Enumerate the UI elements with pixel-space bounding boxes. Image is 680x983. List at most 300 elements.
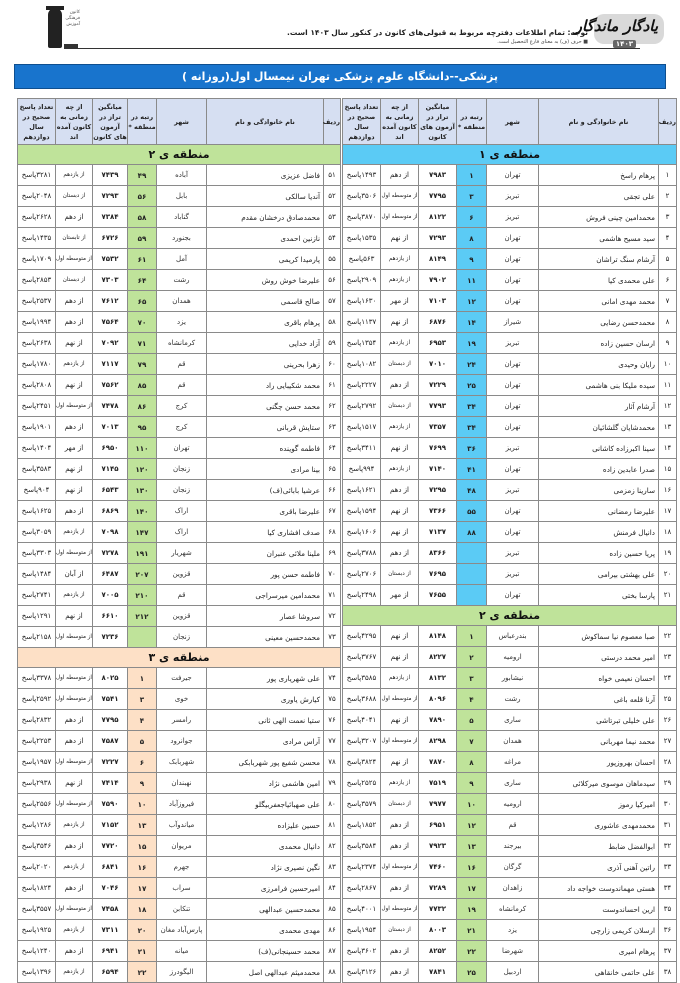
table-row [18,333,341,354]
row-index: ۷۳ [324,627,341,648]
row-index: ۵۲ [324,186,341,207]
correct-answers: ۱۴۹۳پاسخ [343,165,381,186]
correct-answers: ۳۲۸۱پاسخ [18,165,56,186]
logo-year-badge: ۱۴۰۳ [613,40,636,48]
table-row [18,438,341,459]
table-row [343,899,677,920]
average-score: ۷۵۳۲ [93,249,128,270]
table-row [343,501,677,522]
table-row [343,333,677,354]
regional-rank: ۴ [128,710,157,731]
regional-rank [457,564,487,585]
average-score: ۷۰۱۰ [419,354,457,375]
correct-answers: ۱۶۲۵پاسخ [18,501,56,522]
row-index: ۵۱ [324,165,341,186]
row-index: ۲ [659,186,677,207]
row-index: ۵۷ [324,291,341,312]
average-score: ۷۴۳۹ [93,165,128,186]
student-name: علی محمدی کیا [539,270,659,291]
regional-rank: ۲۵ [457,962,487,983]
table-row [18,396,341,417]
regional-rank: ۸۶ [128,396,157,417]
city: گرگان [487,857,539,878]
city: تنکابن [157,899,207,920]
row-index: ۶۸ [324,522,341,543]
joined-since: از نهم [56,773,93,794]
joined-since: از متوسطه اول [381,899,419,920]
regional-rank: ۱۱ [457,270,487,291]
regional-rank: ۵ [457,710,487,731]
row-index: ۳۳ [659,857,677,878]
student-name: محمدشایان گلشائیان [539,417,659,438]
joined-since: از دبستان [56,270,93,291]
joined-since: از دبستان [381,354,419,375]
joined-since: از متوسطه اول [56,543,93,564]
row-index: ۷۷ [324,731,341,752]
average-score: ۷۲۲۷ [93,752,128,773]
row-index: ۵ [659,249,677,270]
regional-rank: ۷۹ [128,354,157,375]
correct-answers: ۳۰۵۹پاسخ [18,522,56,543]
correct-answers: ۳۸۲۴پاسخ [343,752,381,773]
row-index: ۱ [659,165,677,186]
joined-since: از متوسطه اول [56,627,93,648]
regional-rank: ۲۲ [128,962,157,983]
joined-since: از دهم [381,962,419,983]
regional-rank: ۵۸ [128,207,157,228]
correct-answers: ۱۴۸۴پاسخ [18,564,56,585]
joined-since: از نهم [381,312,419,333]
table-row [343,920,677,941]
row-index: ۳۰ [659,794,677,815]
region-header-row [18,648,341,668]
average-score: ۷۸۹۰ [419,710,457,731]
table-row [343,375,677,396]
joined-since: از نهم [56,333,93,354]
city: کرمانشاه [487,899,539,920]
row-index: ۱۵ [659,459,677,480]
correct-answers: ۱۳۵۴پاسخ [343,333,381,354]
row-index: ۲۵ [659,689,677,710]
average-score: ۷۶۹۵ [419,564,457,585]
joined-since: از یازدهم [381,417,419,438]
regional-rank: ۸ [457,228,487,249]
table-row [343,710,677,731]
table-row [18,312,341,333]
row-index: ۷۵ [324,689,341,710]
correct-answers: ۳۳۷۸پاسخ [18,668,56,689]
joined-since: از مهر [56,438,93,459]
table-row [343,564,677,585]
city: تهران [487,501,539,522]
correct-answers: ۱۰۸۲پاسخ [343,354,381,375]
student-name: علی شهریاری پور [207,668,324,689]
average-score: ۷۵۴۱ [93,689,128,710]
regional-rank: ۴۱ [457,459,487,480]
joined-since: از نهم [381,752,419,773]
row-index: ۶۲ [324,396,341,417]
table-row [343,836,677,857]
student-name: مهدی محمدی [207,920,324,941]
city: اراک [157,522,207,543]
correct-answers: ۱۶۳۰پاسخ [343,291,381,312]
regional-rank: ۳ [457,186,487,207]
student-name: علیرضا باقری [207,501,324,522]
regional-rank: ۱۲۰ [128,459,157,480]
joined-since: از دبستان [381,564,419,585]
student-name: محمدصادق درخشان مقدم [207,207,324,228]
joined-since: از نهم [381,710,419,731]
average-score: ۷۲۹۳ [93,186,128,207]
row-index: ۱۶ [659,480,677,501]
row-index: ۸۸ [324,962,341,983]
average-score: ۷۲۸۹ [419,878,457,899]
table-row [343,354,677,375]
col-name-header: نام خانوادگی و نام [207,99,324,145]
city: تهران [487,396,539,417]
regional-rank: ۱ [457,626,487,647]
correct-answers: ۱۷۸۰پاسخ [18,354,56,375]
city: ارومیه [487,647,539,668]
correct-answers: ۳۱۲۶پاسخ [343,962,381,983]
col-since-header: از چه زمانی به کانون آمده اند [381,99,419,145]
table-row [18,962,341,983]
city: تبریز [487,480,539,501]
city: سراب [157,878,207,899]
table-row [18,836,341,857]
correct-answers: ۲۶۳۸پاسخ [18,333,56,354]
table-row [18,606,341,627]
correct-answers: ۳۵۴۶پاسخ [18,836,56,857]
col-rank-header: رتبه در منطقه * [457,99,487,145]
student-name: احسان بهروزپور [539,752,659,773]
graduate-figure-icon [48,8,62,48]
average-score: ۷۹۲۳ [419,836,457,857]
regional-rank: ۸۸ [457,522,487,543]
regional-rank: ۲۱ [128,941,157,962]
average-score: ۷۷۹۳ [419,396,457,417]
average-score: ۷۰۹۲ [93,333,128,354]
joined-since: از دهم [381,941,419,962]
table-row [18,354,341,375]
student-name: کیارش یاوری [207,689,324,710]
correct-answers: ۳۵۰۶پاسخ [343,186,381,207]
row-index: ۶۰ [324,354,341,375]
regional-rank: ۱۳ [128,815,157,836]
regional-rank: ۴ [457,689,487,710]
average-score: ۷۸۴۱ [419,962,457,983]
regional-rank: ۱۱۰ [128,438,157,459]
regional-rank: ۷ [457,731,487,752]
city: قم [157,354,207,375]
joined-since: از متوسطه اول [56,249,93,270]
correct-answers: ۱۶۰۶پاسخ [343,522,381,543]
regional-rank: ۲۱۲ [128,606,157,627]
table-row [343,585,677,606]
row-index: ۳۶ [659,920,677,941]
row-index: ۵۵ [324,249,341,270]
city: شهرضا [487,941,539,962]
table-row [343,291,677,312]
table-row [18,291,341,312]
regional-rank: ۶ [128,752,157,773]
correct-answers: ۲۸۰۸پاسخ [18,375,56,396]
table-row [343,752,677,773]
joined-since: از متوسطه اول [56,668,93,689]
row-index: ۱۳ [659,417,677,438]
city: تهران [487,375,539,396]
student-name: صبا معصوم نیا سماکوش [539,626,659,647]
city: قزوین [157,606,207,627]
regional-rank: ۲ [457,647,487,668]
regional-rank: ۱۷ [457,878,487,899]
notice-sub-text: ■ حرف (ف) به معنای فارغ التحصیل است. [497,39,588,45]
row-index: ۶۶ [324,480,341,501]
row-index: ۵۸ [324,312,341,333]
city: رشت [157,270,207,291]
student-name: سروشا عصار [207,606,324,627]
correct-answers: ۳۵۸۳پاسخ [18,459,56,480]
average-score: ۷۲۹۳ [419,228,457,249]
average-score: ۷۳۵۷ [419,417,457,438]
region-header-row [343,606,677,626]
city: بابل [157,186,207,207]
regional-rank: ۱۹ [457,333,487,354]
student-name: پرهام راسخ [539,165,659,186]
average-score: ۷۵۹۰ [93,794,128,815]
student-name: سید مسیح هاشمی [539,228,659,249]
regional-rank: ۱۲ [457,291,487,312]
logo-brand-text: یادگار ماندگار [574,17,658,35]
regional-rank: ۱۰ [457,794,487,815]
student-name: محمد مهدی امانی [539,291,659,312]
joined-since: از متوسطه اول [381,689,419,710]
row-index: ۷۶ [324,710,341,731]
average-score: ۸۱۴۸ [419,626,457,647]
average-score: ۶۸۴۱ [93,857,128,878]
correct-answers: ۲۵۳۷پاسخ [18,291,56,312]
joined-since: از دبستان [56,186,93,207]
row-index: ۱۱ [659,375,677,396]
correct-answers: ۲۷۴۱پاسخ [18,585,56,606]
table-row [18,585,341,606]
joined-since: از دهم [56,878,93,899]
city: تبریز [487,438,539,459]
average-score: ۷۱۴۰ [419,459,457,480]
student-name: ستیا نعمت الهی ثانی [207,710,324,731]
table-row [18,186,341,207]
regional-rank: ۱۹۱ [128,543,157,564]
student-name: آرشام آثار [539,396,659,417]
average-score: ۷۳۱۱ [93,920,128,941]
average-score: ۶۴۸۷ [93,564,128,585]
regional-rank: ۷۱ [128,333,157,354]
joined-since: از نهم [56,375,93,396]
table-row [343,312,677,333]
row-index: ۶۳ [324,417,341,438]
joined-since: از متوسطه اول [56,899,93,920]
col-score-header: میانگین تراز در آزمون های کانون [419,99,457,145]
average-score: ۷۱۵۲ [93,815,128,836]
logo-band [64,44,78,49]
row-index: ۸۲ [324,836,341,857]
city: ساری [487,773,539,794]
student-name: علی تجقی [539,186,659,207]
city: تبریز [487,333,539,354]
page-title: پزشکی--دانشگاه علوم پزشکی تهران نیمسال اول(روزانه ) [14,64,666,89]
table-row [343,459,677,480]
correct-answers: ۲۲۲۷پاسخ [343,375,381,396]
average-score: ۸۲۹۸ [419,731,457,752]
table-row [18,899,341,920]
city: تهران [487,165,539,186]
average-score: ۷۹۸۳ [419,165,457,186]
correct-answers: ۲۸۳۲پاسخ [18,710,56,731]
average-score: ۶۹۴۱ [93,941,128,962]
regional-rank: ۴۹ [128,165,157,186]
correct-answers: ۴۰۰۱پاسخ [343,899,381,920]
regional-rank: ۲۴ [457,354,487,375]
average-score: ۷۹۰۲ [419,270,457,291]
table-row [18,459,341,480]
average-score: ۷۱۰۳ [419,291,457,312]
table-row [343,396,677,417]
correct-answers: ۳۵۵۷پاسخ [18,899,56,920]
student-name: امیر محمد درستی [539,647,659,668]
city: زاهدان [487,878,539,899]
student-name: نازنین احمدی [207,228,324,249]
correct-answers: ۱۲۸۶پاسخ [18,815,56,836]
row-index: ۶۷ [324,501,341,522]
city: الیگودرز [157,962,207,983]
regional-rank: ۹ [128,773,157,794]
student-name: رایان وحیدی [539,354,659,375]
correct-answers: ۵۶۳پاسخ [343,249,381,270]
average-score: ۶۶۱۰ [93,606,128,627]
average-score: ۶۸۶۹ [93,501,128,522]
average-score: ۷۹۷۷ [419,794,457,815]
correct-answers: ۲۸۵۳پاسخ [18,270,56,291]
joined-since: از نهم [381,501,419,522]
average-score: ۷۳۶۶ [419,501,457,522]
row-index: ۶۱ [324,375,341,396]
student-name: صدف افشاری کیا [207,522,324,543]
city: ارومیه [487,794,539,815]
average-score: ۷۱۴۵ [93,459,128,480]
correct-answers: ۱۹۵۴پاسخ [343,920,381,941]
table-row [343,962,677,983]
regional-rank: ۱۴۷ [128,522,157,543]
student-name: پریا حسین زاده [539,543,659,564]
table-row [18,794,341,815]
city: شیراز [487,312,539,333]
region-header-row [18,145,341,165]
row-index: ۱۷ [659,501,677,522]
joined-since: از یازدهم [56,165,93,186]
joined-since: از یازدهم [381,773,419,794]
row-index: ۲۴ [659,668,677,689]
joined-since: از یازدهم [56,857,93,878]
row-index: ۸۴ [324,878,341,899]
row-index: ۷۴ [324,668,341,689]
table-row [343,480,677,501]
average-score: ۸۳۶۶ [419,543,457,564]
kanoon-logo-text: کانون فرهنگی آموزش [65,10,80,27]
notice-main-text: توجه: تمام اطلاعات دفترچه مربوط به قبولی‌های کانون در کنکور سال ۱۴۰۳ است. [287,28,588,37]
table-row [343,815,677,836]
correct-answers: ۹۹۴پاسخ [343,459,381,480]
table-row [18,773,341,794]
table-row [18,857,341,878]
correct-answers: ۱۸۵۲پاسخ [343,815,381,836]
correct-answers: ۳۵۸۴پاسخ [343,836,381,857]
joined-since: از نهم [56,480,93,501]
average-score: ۷۴۱۴ [93,773,128,794]
correct-answers: ۱۷۰۹پاسخ [18,249,56,270]
joined-since: از یازدهم [56,354,93,375]
city: تهران [487,354,539,375]
joined-since: از نهم [381,626,419,647]
student-name: محسن شفیع پور شهربابکی [207,752,324,773]
city: اراک [157,501,207,522]
header-divider [72,48,640,49]
student-name: علی خلیلی تبرتاشی [539,710,659,731]
regional-rank: ۳ [128,689,157,710]
regional-rank: ۵۶ [128,186,157,207]
table-row [18,375,341,396]
col-answers-header: تعداد پاسخ صحیح در سال دوازدهم [18,99,56,145]
city: جهرم [157,857,207,878]
city: قم [157,375,207,396]
region-header-row [343,145,677,165]
average-score: ۷۱۳۷ [419,522,457,543]
regional-rank: ۶ [457,207,487,228]
joined-since: از دبستان [381,920,419,941]
table-row [18,165,341,186]
student-name: محمدحسین معینی [207,627,324,648]
joined-since: از دهم [56,710,93,731]
correct-answers: ۱۳۹۶پاسخ [18,962,56,983]
city: همدان [157,291,207,312]
table-row [343,270,677,291]
table-row [18,731,341,752]
table-row [343,165,677,186]
table-row [18,207,341,228]
student-name: آرنا قلعه باغی [539,689,659,710]
row-index: ۸۳ [324,857,341,878]
regional-rank: ۱۴۰ [128,501,157,522]
joined-since: از دهم [381,375,419,396]
city: قم [157,585,207,606]
city: همدان [487,731,539,752]
row-index: ۸۷ [324,941,341,962]
table-row [343,689,677,710]
regional-rank: ۲۵ [457,375,487,396]
correct-answers: ۱۹۲۵پاسخ [18,920,56,941]
table-row [18,689,341,710]
correct-answers: ۱۴۳۵پاسخ [18,228,56,249]
city: تهران [487,417,539,438]
average-score: ۸۰۲۵ [93,668,128,689]
correct-answers: ۲۵۹۲پاسخ [18,689,56,710]
joined-since: از دهم [381,543,419,564]
row-index: ۷۲ [324,606,341,627]
average-score: ۶۹۵۰ [93,438,128,459]
student-name: صدرا عابدین زاده [539,459,659,480]
table-row [18,564,341,585]
correct-answers: ۴۰۴۱پاسخ [343,710,381,731]
joined-since: از یازدهم [381,333,419,354]
